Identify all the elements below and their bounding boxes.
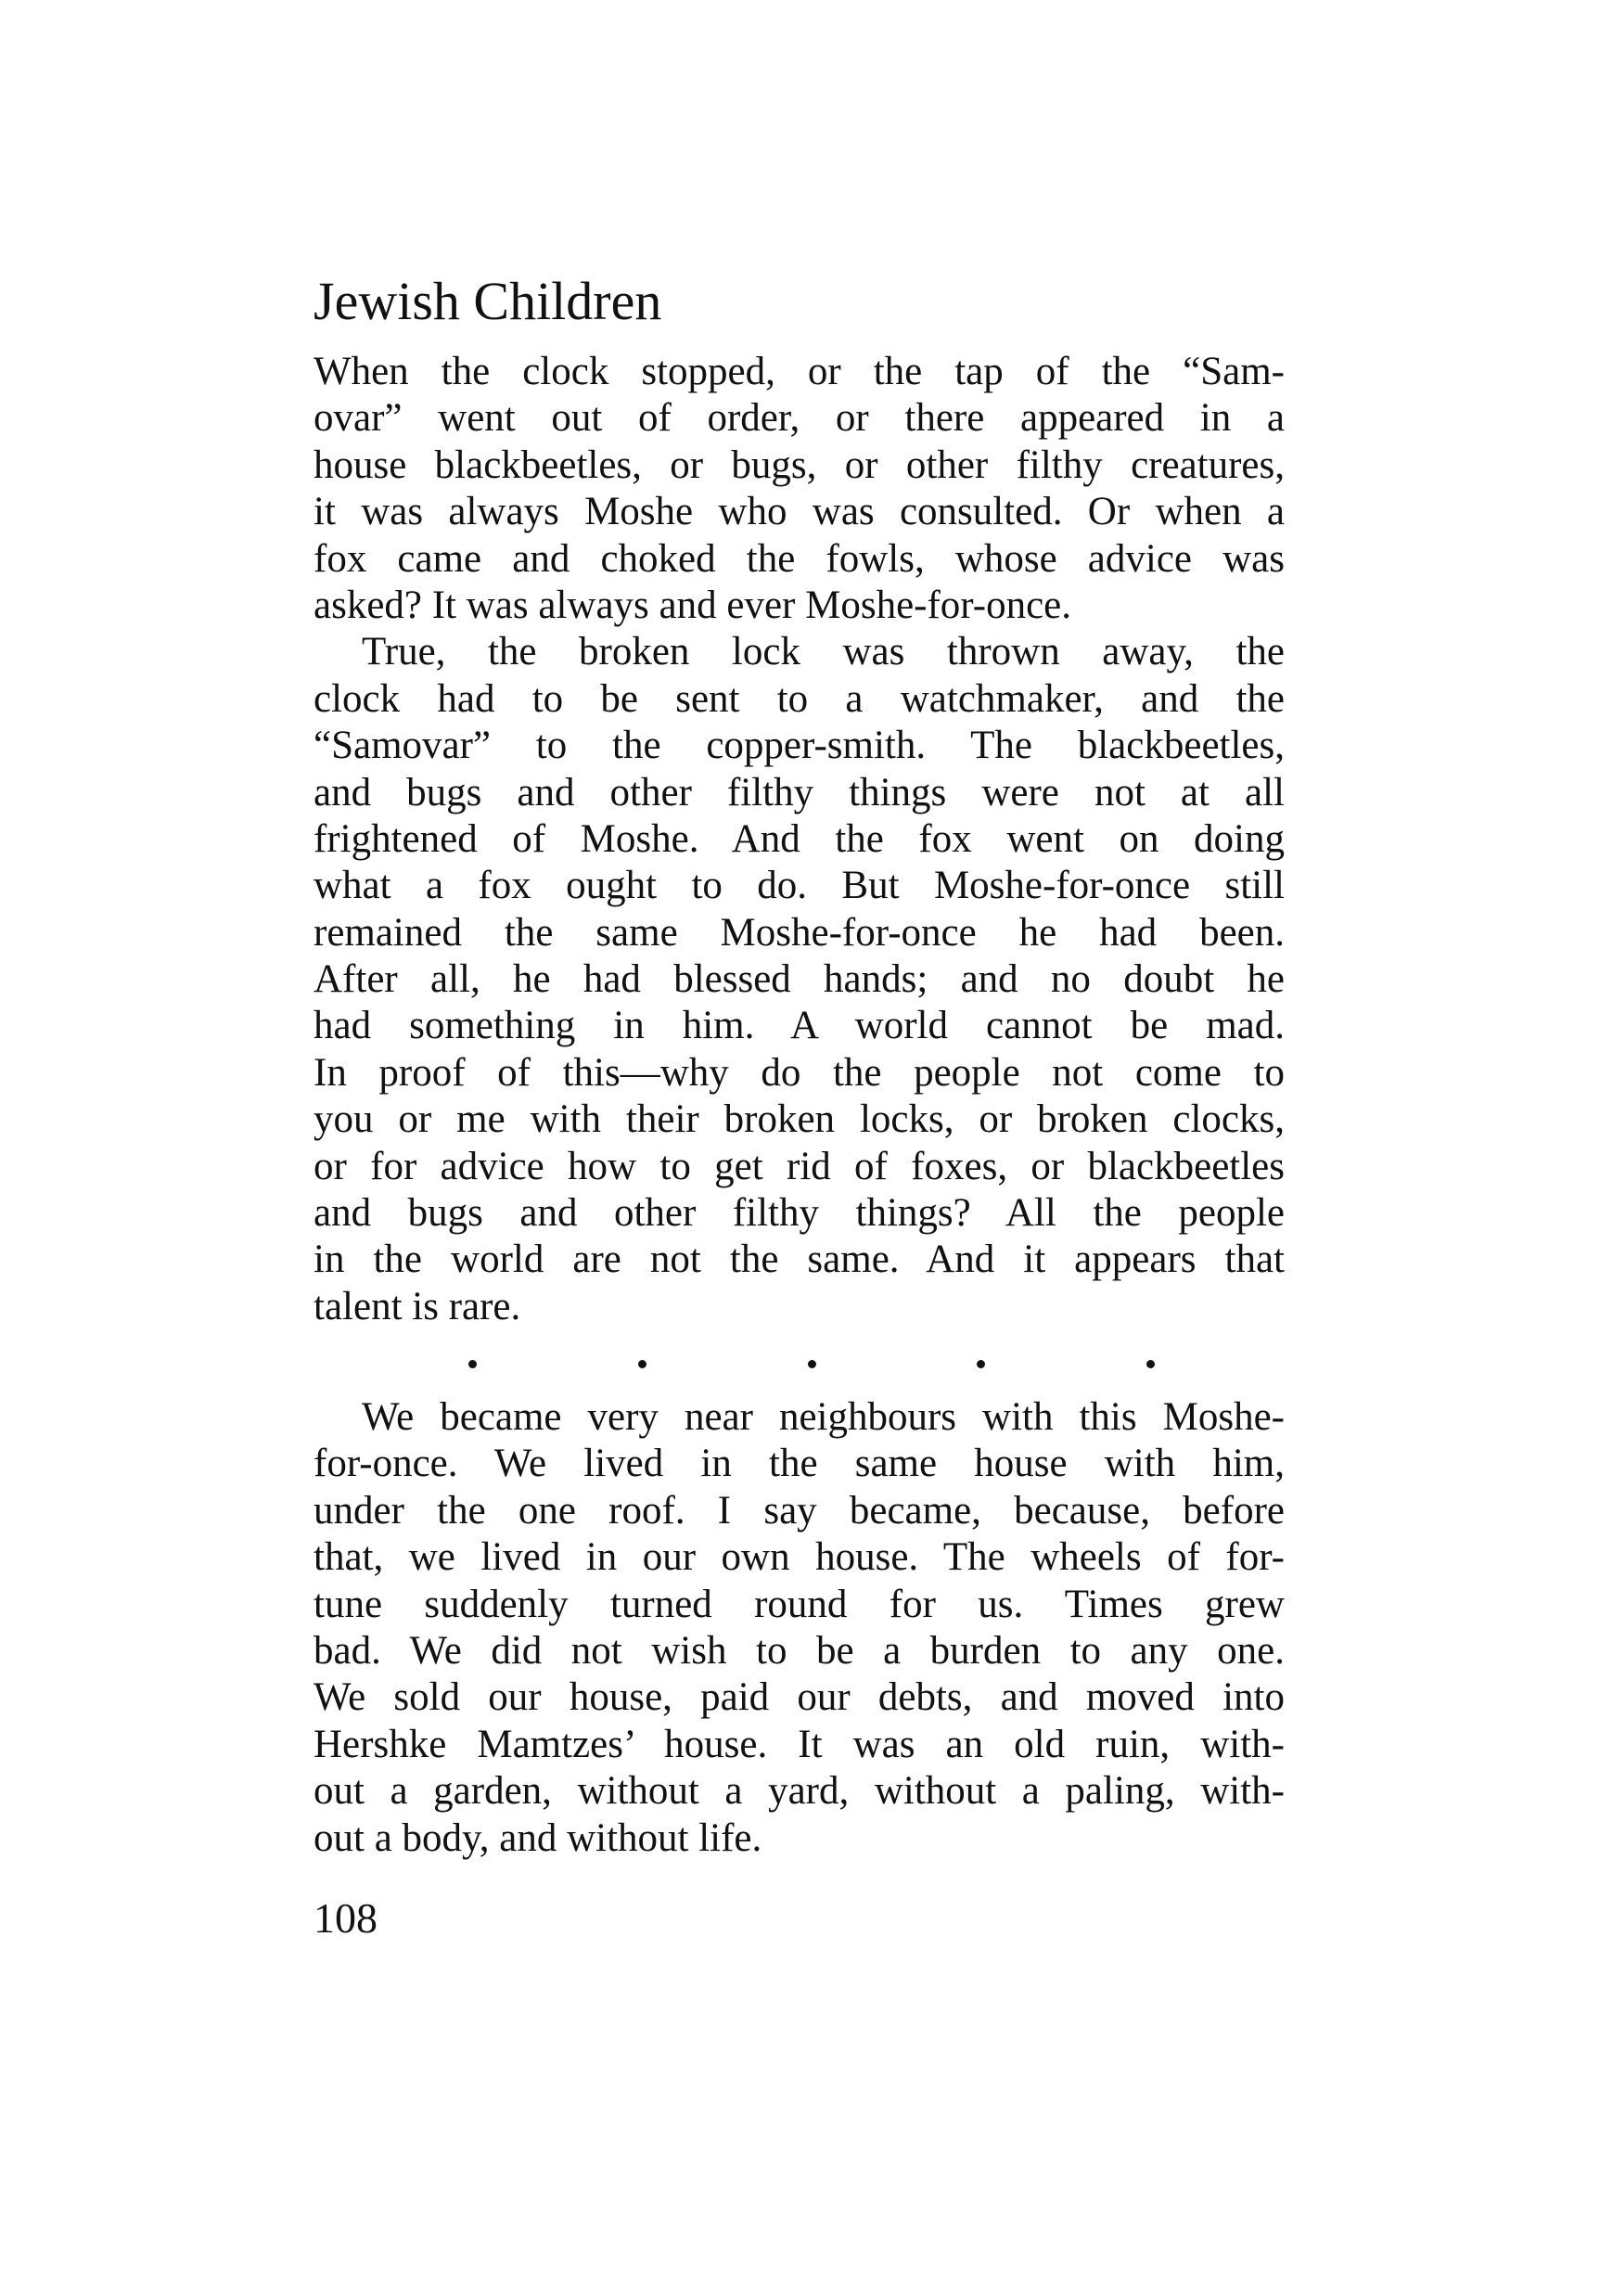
- running-head: Jewish Children: [314, 271, 662, 331]
- text-line: under the one roof. I say became, because, before: [314, 1488, 1285, 1533]
- paragraph-1: [314, 349, 1285, 629]
- text-line: out a body, and without life.: [314, 1815, 762, 1860]
- dot-ornament: [977, 1360, 985, 1368]
- body-text-top: [314, 349, 1285, 1330]
- text-line: talent is rare.: [314, 1284, 521, 1328]
- text-line: in the world are not the same. And it appears that: [314, 1238, 1285, 1282]
- text-line: it was always Moshe who was consulted. Or when a: [314, 490, 1285, 534]
- body-text-bottom: [314, 1394, 1285, 1862]
- section-break-dots: [468, 1350, 1155, 1378]
- text-line: After all, he had blessed hands; and no doubt he: [314, 957, 1285, 1002]
- dot-ornament: [468, 1360, 477, 1368]
- paragraph-2: [314, 629, 1285, 1330]
- text-line: remained the same Moshe-for-once he had been.: [314, 910, 1285, 955]
- dot-ornament: [638, 1360, 646, 1368]
- text-line: you or me with their broken locks, or broken clocks,: [314, 1097, 1285, 1142]
- text-line: had something in him. A world cannot be mad.: [314, 1004, 1285, 1048]
- text-line: tune suddenly turned round for us. Times grew: [314, 1582, 1285, 1626]
- text-line: fox came and choked the fowls, whose advice was: [314, 536, 1285, 581]
- text-line: for-once. We lived in the same house with him,: [314, 1442, 1285, 1486]
- paragraph-3: [314, 1394, 1285, 1862]
- text-line: bad. We did not wish to be a burden to any one.: [314, 1628, 1285, 1673]
- text-line: asked? It was always and ever Moshe-for-once.: [314, 583, 1071, 627]
- text-line: or for advice how to get rid of foxes, or blackbeetles: [314, 1144, 1285, 1188]
- text-line: out a garden, without a yard, without a paling, with-: [314, 1769, 1285, 1814]
- text-line: and bugs and other filthy things? All the people: [314, 1191, 1285, 1236]
- dot-ornament: [808, 1360, 816, 1368]
- dot-ornament: [1146, 1360, 1155, 1368]
- page-number: 108: [314, 1894, 378, 1942]
- text-line: what a fox ought to do. But Moshe-for-once still: [314, 864, 1285, 908]
- text-line: We became very near neighbours with this Moshe-: [362, 1395, 1285, 1439]
- text-line: clock had to be sent to a watchmaker, and the: [314, 676, 1285, 721]
- text-line: frightened of Moshe. And the fox went on doing: [314, 816, 1285, 861]
- text-line: In proof of this—why do the people not come to: [314, 1050, 1285, 1095]
- text-line: and bugs and other filthy things were not at all: [314, 770, 1285, 815]
- text-line: Hershke Mamtzes’ house. It was an old ruin, with-: [314, 1722, 1285, 1766]
- text-line: house blackbeetles, or bugs, or other filthy creatures,: [314, 443, 1285, 487]
- text-line: When the clock stopped, or the tap of the “Sam-: [314, 350, 1285, 393]
- text-line: We sold our house, paid our debts, and moved into: [314, 1675, 1285, 1720]
- text-line: that, we lived in our own house. The wheels of for-: [314, 1535, 1285, 1580]
- text-line: True, the broken lock was thrown away, the: [362, 630, 1285, 674]
- text-line: ovar” went out of order, or there appeared in a: [314, 396, 1285, 441]
- text-line: “Samovar” to the copper-smith. The blackbeetles,: [314, 724, 1285, 768]
